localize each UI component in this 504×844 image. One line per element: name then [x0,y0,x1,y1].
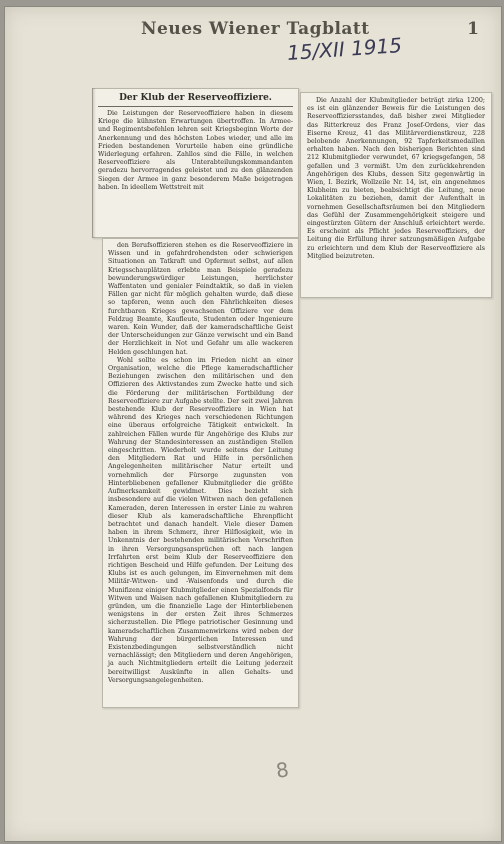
newspaper-title: Neues Wiener Tagblatt [141,19,370,39]
article-paragraph: den Berufsoffizieren stehen es die Reserveoffiziere in Wissen und in gefahrdrohendsten oder schwierigen Situationen an Tatkraft und Opfermut selbst, auf allen Kriegsschauplätzen erlebte man Beispiele geradezu bewunderungswürdiger Leistungen, herrlichster Waffentaten und genialer Feindtaktik, so daß in vielen Fällen gar nicht für möglich gehalten wurde, daß diese so tapferen, wenn auch den Fährlichkeiten dieses furchtbaren Krieges gewachsenen Offiziere vor dem Feldzug Beamte, Kaufleute, Studenten oder Ingenieure waren. Kein Wunder, daß der kameradschaftliche Geist der Unterscheidungen zur Gänze verwischt und ein Band der Herzlichkeit in Not und Gefahr um alle wackeren Helden geschlungen hat. [108,242,293,356]
article-clipping-body [102,238,299,708]
article-intro-text: Die Leistungen der Reserveoffiziere haben in diesem Kriege die kühnsten Erwartungen übertroffen. In Armee- und Regimentsbefehlen lehren seit Kriegsbeginn Worte der Anerkennung und des höchsten Lobes wieder, und alle im Frieden bestandenen Vorurteile haben eine gründliche Widerlegung erfahren. Zahllos sind die Fälle, in welchen Reserveoffiziere als Unterabteilungskommandanten geradezu hervorragendes geleistet und zu den glänzenden Siegen der Armee in ganz besonderem Maße beigetragen haben. In ideellem Wettstreit mit [98,110,293,191]
article-right-column-text: Die Anzahl der Klubmitglieder beträgt zirka 1200; es ist ein glänzender Beweis für die Leistungen des Reserveoffiziersstandes, daß bisher zwei Mitglieder das Ritterkreuz des Franz Josef-Ordens, vier das Eiserne Kreuz, 41 das Militärverdienstkreuz, 228 belobende Anerkennungen, 92 Tapferkeitsmedaillen erhalten haben. Nach den bisherigen Berichten sind 212 Klubmitglieder verwundet, 67 kriegsgefangen, 58 gefallen und 3 vermißt. Um den zurückkehrenden Angehörigen des Klubs, dessen Sitz gegenwärtig in Wien, I. Bezirk, Wollzeile Nr. 14, ist, ein angenehmes Klubheim zu bieten, beabsichtigt die Leitung, neue Lokalitäten zu beziehen, damit der Aufenthalt in vornehmen Gesellschaftsräumen bei den Mitgliedern das Gefühl der Zusammengehörigkeit steigere und eingestürzten Gütern der Anschluß erleichtert werde. Es erscheint als Pflicht jedes Reserveoffiziers, der Leitung die Erfüllung ihrer satzungsmäßigen Aufgabe zu erleichtern und dem Klub der Reserveoffiziere als Mitglied beizutreten. [307,97,485,260]
pencil-mark: 8 [274,757,291,783]
handwritten-date: 15/XII 1915 [286,33,403,65]
article-clipping-right-column [300,92,492,298]
article-clipping-intro [92,88,299,238]
page-number: 1 [467,19,479,39]
article-title: Der Klub der Reserveoffiziere. [98,93,293,107]
clipping-shadow [92,88,96,238]
article-paragraph: Wohl sollte es schon im Frieden nicht an einer Organisation, welche die Pflege kameradschaftlicher Beziehungen zwischen den militärischen und den Offizieren des Aktivstandes zum Zwecke hatte und sich die Förderung der militärischen Fortbildung der Reserveoffiziere zur Aufgabe stellte. Der seit zwei Jahren bestehende Klub der Reserveoffiziere in Wien hat während des Krieges nach verschiedenen Richtungen eine überaus erfolgreiche Tätigkeit entwickelt. In zahlreichen Fällen wurde für Angehörige des Klubs zur Wahrung der Standesinteressen an zuständigen Stellen eingeschritten. Wiederholt wurde seitens der Leitung den Mitgliedern Rat und Hilfe in persönlichen Angelegenheiten militärischer Natur erteilt und vornehmlich der Fürsorge zugunsten von Hinterbliebenen gefallener Klubmitglieder die größte Aufmerksamkeit gewidmet. Dies bezieht sich insbesondere auf die vielen Witwen nach den gefallenen Kameraden, deren Interessen in erster Linie zu wahren dieser Klub als kameradschaftliche Ehrenpflicht betrachtet und danach handelt. Viele dieser Damen haben in ihrem Schmerz, ihrer Hilflosigkeit, wie in Unkenntnis der bestehenden militärischen Vorschriften in ihren Versorgungsansprüchen oft nach langen Irrfahrten erst beim Klub der Reserveoffiziere den richtigen Bescheid und Hilfe gefunden. Der Leitung des Klubs ist es auch gelungen, im Einvernehmen mit dem Militär-Witwen- und -Waisenfonds und durch die Munifizenz einiger Klubmitglieder einen Spezialfonds für Witwen und Waisen nach gefallenen Klubmitgliedern zu gründen, um die finanzielle Lage der Hinterbliebenen wenigstens in der ersten Zeit ihres Schmerzes sicherzustellen. Die Pflege patriotischer Gesinnung und kameradschaftlichen Zusammenwirkens wird neben der Wahrung der bürgerlichen Interessen und Existenzbedingungen selbstverständlich nicht vernachlässigt; den Mitgliedern und deren Angehörigen, ja auch Nichtmitgliedern erteilt die Leitung jederzeit bereitwilligst Auskünfte in allen Gehalts- und Versorgungsangelegenheiten. [108,356,293,684]
